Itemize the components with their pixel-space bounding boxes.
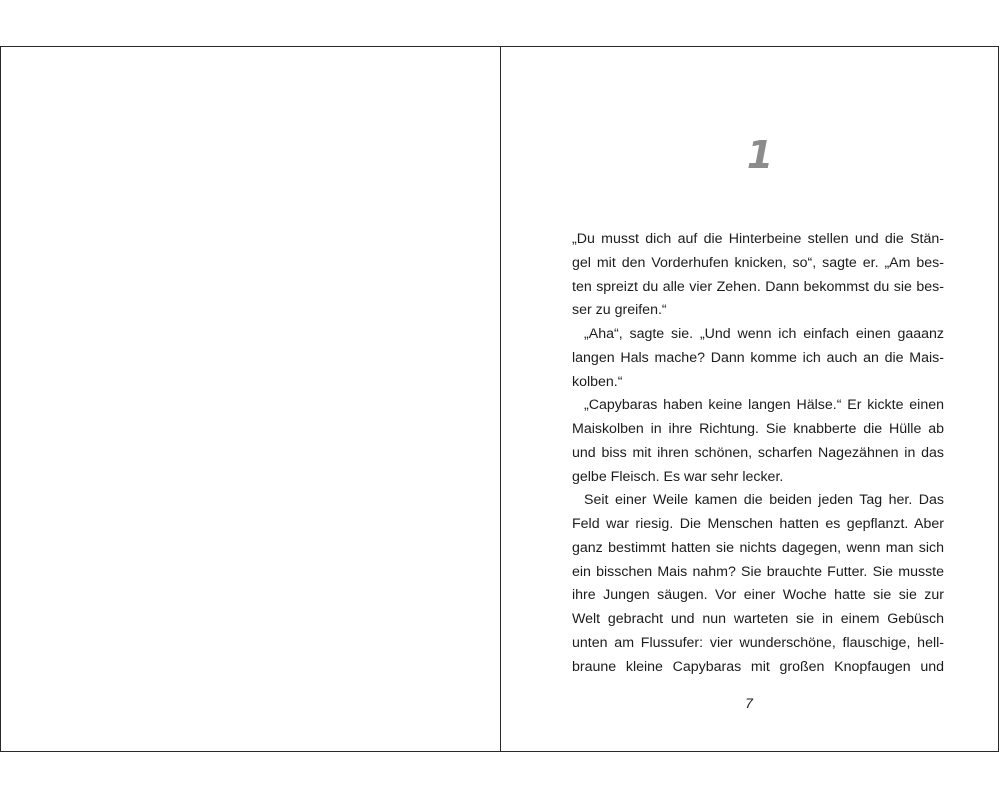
text-line: „Capybaras haben keine langen Hälse.“ Er kickte einen: [584, 397, 944, 414]
left-page: [1, 47, 501, 751]
right-page: [501, 47, 999, 751]
text-line: ganz bestimmt hatten sie nichts dagegen, wenn man sich: [572, 539, 944, 556]
text-line: Feld war riesig. Die Menschen hatten es gepflanzt. Aber: [572, 516, 944, 532]
text-line: Maiskolben in ihre Richtung. Sie knabberte die Hülle ab: [572, 421, 944, 437]
text-line: Welt gebracht und nun warteten sie in einem Gebüsch: [572, 611, 944, 627]
text-line: gelbe Fleisch. Es war sehr lecker.: [572, 468, 784, 485]
text-line: und biss mit ihren schönen, scharfen Nagezähnen in das: [572, 444, 944, 461]
text-line: „Du musst dich auf die Hinterbeine stellen und die Stän-: [572, 231, 944, 247]
body-text: [572, 228, 944, 679]
text-line: ein bisschen Mais nahm? Sie brauchte Futter. Sie musste: [572, 563, 944, 580]
text-line: ten spreizt du alle vier Zehen. Dann bekommst du sie bes-: [572, 278, 944, 295]
text-line: „Aha“, sagte sie. „Und wenn ich einfach einen gaaanz: [584, 326, 944, 342]
book-spread: [0, 46, 999, 752]
text-line: gel mit den Vorderhufen knicken, so“, sagte er. „Am bes-: [572, 254, 944, 271]
text-line: ser zu greifen.“: [572, 302, 667, 319]
page-number: 7: [745, 695, 753, 711]
chapter-number: 1: [746, 133, 774, 177]
text-line: braune kleine Capybaras mit großen Knopfaugen und: [572, 658, 944, 675]
text-line: ihre Jungen säugen. Vor einer Woche hatte sie sie zur: [572, 587, 944, 604]
text-line: langen Hals mache? Dann komme ich auch an die Mais-: [572, 349, 944, 366]
text-line: unten am Flussufer: vier wunderschöne, flauschige, hell-: [572, 634, 944, 651]
text-line: Seit einer Weile kamen die beiden jeden Tag her. Das: [584, 492, 944, 509]
text-line: kolben.“: [572, 373, 623, 390]
